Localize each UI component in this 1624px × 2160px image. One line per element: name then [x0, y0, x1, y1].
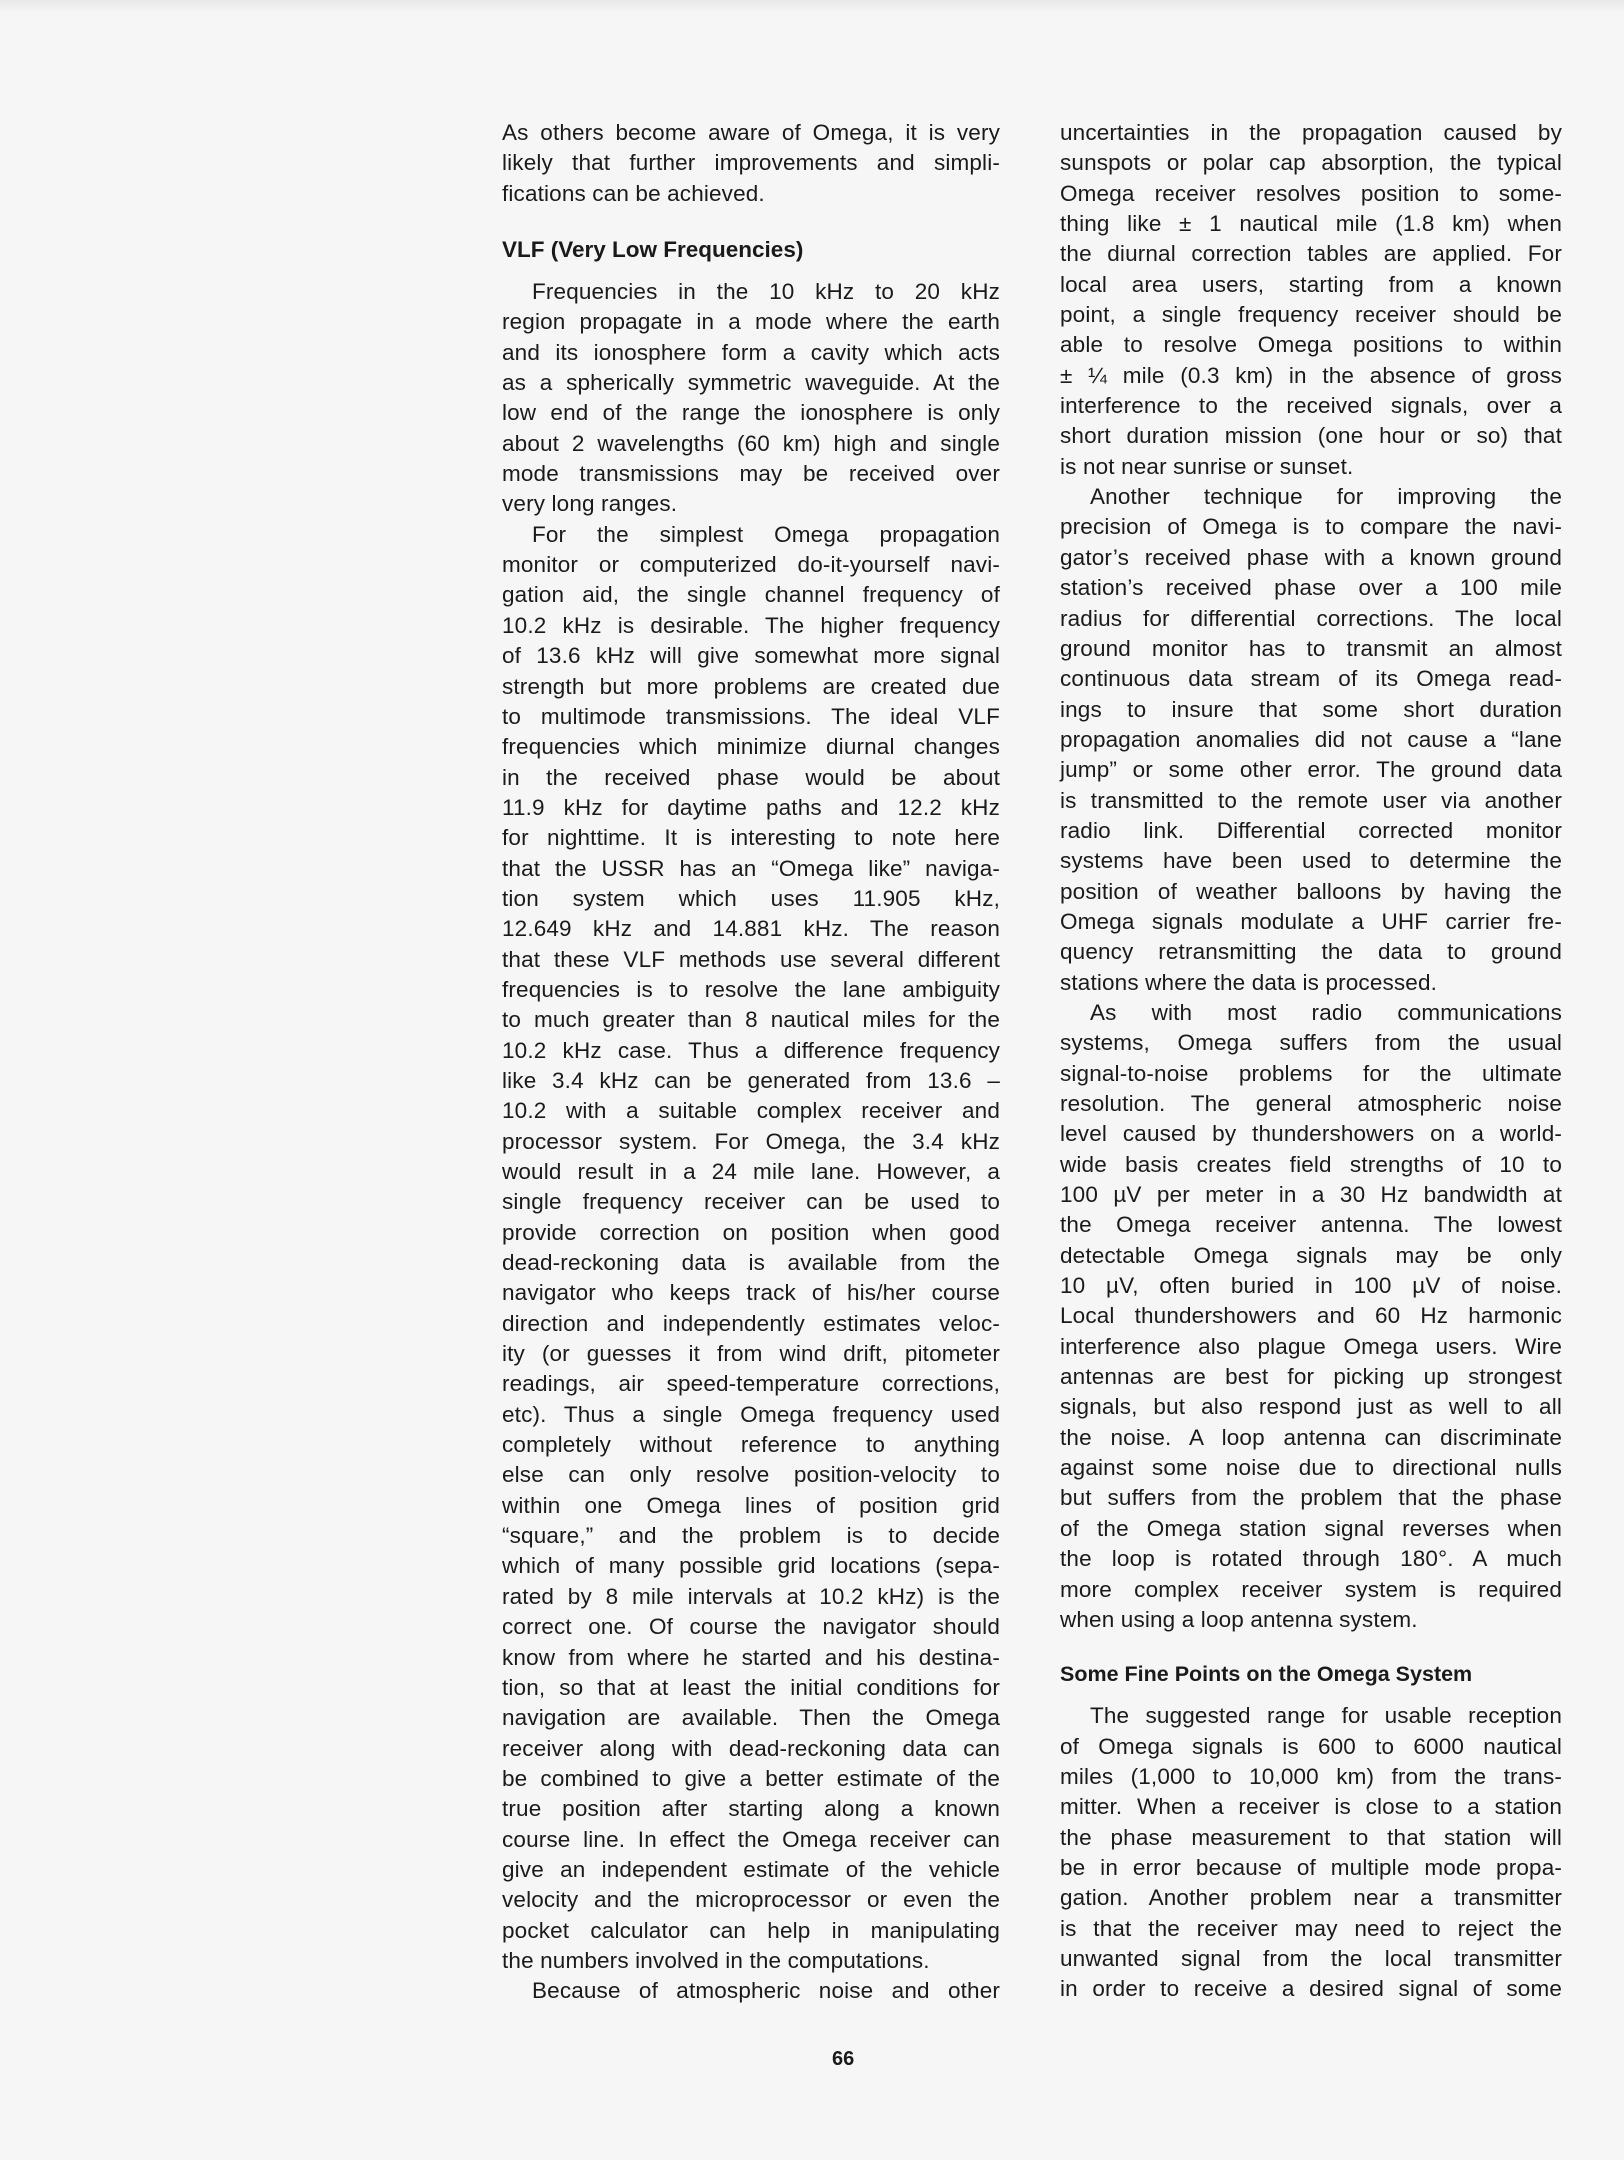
paragraph-because	[502, 1976, 1000, 2006]
text-line: of Omega signals is 600 to 6000 nautical	[1060, 1733, 1562, 1759]
text-line: strength but more problems are created due	[502, 673, 1000, 699]
text-line: radius for differential corrections. The local	[1060, 605, 1562, 631]
text-line: within one Omega lines of position grid	[502, 1492, 1000, 1518]
text-line: 10.2 with a suitable complex receiver and	[502, 1098, 1000, 1124]
text-line: be combined to give a better estimate of the	[502, 1765, 1000, 1791]
text-line: 12.649 kHz and 14.881 kHz. The reason	[502, 916, 1000, 942]
text-line: know from where he started and his destina-	[502, 1644, 1000, 1670]
text-line: interference also plague Omega users. Wire	[1060, 1333, 1562, 1359]
text-line: gator’s received phase with a known ground	[1060, 544, 1562, 570]
text-line: antennas are best for picking up strongest	[1060, 1364, 1562, 1390]
text-line: fications can be achieved.	[502, 180, 765, 206]
text-line: jump” or some other error. The ground data	[1060, 757, 1562, 783]
text-line: completely without reference to anything	[502, 1432, 1000, 1458]
text-line: As others become aware of Omega, it is very	[502, 120, 1000, 145]
text-line: interference to the received signals, over a	[1060, 393, 1562, 419]
text-line: the phase measurement to that station will	[1060, 1824, 1562, 1850]
text-line: point, a single frequency receiver should be	[1060, 302, 1562, 328]
text-line: when using a loop antenna system.	[1060, 1606, 1418, 1632]
text-line: As with most radio communications	[1090, 999, 1562, 1025]
text-line: 100 µV per meter in a 30 Hz bandwidth at	[1060, 1182, 1562, 1208]
text-line: ground monitor has to transmit an almost	[1060, 635, 1562, 661]
text-line: the Omega receiver antenna. The lowest	[1060, 1212, 1562, 1238]
text-line: etc). Thus a single Omega frequency used	[502, 1401, 1000, 1427]
text-line: gation aid, the single channel frequency of	[502, 582, 1000, 608]
text-line: station’s received phase over a 100 mile	[1060, 575, 1562, 601]
text-line: tion, so that at least the initial conditions for	[502, 1674, 1000, 1700]
text-line: monitor or computerized do-it-yourself navi-	[502, 552, 1000, 578]
text-line: dead-reckoning data is available from the	[502, 1250, 1000, 1276]
paragraph-another-technique	[1060, 482, 1562, 998]
text-line: single frequency receiver can be used to	[502, 1189, 1000, 1215]
text-line: sunspots or polar cap absorption, the typical	[1060, 150, 1562, 176]
text-line: tion system which uses 11.905 kHz,	[502, 885, 1000, 911]
text-line: true position after starting along a known	[502, 1796, 1000, 1822]
text-line: short duration mission (one hour or so) that	[1060, 423, 1562, 449]
text-line: provide correction on position when good	[502, 1219, 1000, 1245]
text-line: frequencies is to resolve the lane ambiguity	[502, 976, 1000, 1002]
text-line: be in error because of multiple mode propa-	[1060, 1854, 1562, 1880]
text-line: uncertainties in the propagation caused by	[1060, 120, 1562, 145]
text-line: ings to insure that some short duration	[1060, 696, 1562, 722]
text-line: Omega signals modulate a UHF carrier fre-	[1060, 908, 1562, 934]
text-line: detectable Omega signals may be only	[1060, 1242, 1562, 1268]
text-line: like 3.4 kHz can be generated from 13.6 –	[502, 1067, 1000, 1093]
text-line: navigation are available. Then the Omega	[502, 1705, 1000, 1731]
text-line: low end of the range the ionosphere is only	[502, 400, 1000, 426]
text-line: to multimode transmissions. The ideal VLF	[502, 703, 1000, 729]
text-line: unwanted signal from the local transmitter	[1060, 1945, 1562, 1971]
text-line: the diurnal correction tables are applied. For	[1060, 241, 1562, 267]
page-number: 66	[832, 2048, 855, 2070]
text-line: that these VLF methods use several different	[502, 946, 1000, 972]
text-line: Frequencies in the 10 kHz to 20 kHz	[532, 279, 1000, 305]
text-line: continuous data stream of its Omega read-	[1060, 666, 1562, 692]
text-line: rated by 8 mile intervals at 10.2 kHz) is the	[502, 1583, 1000, 1609]
text-line: the loop is rotated through 180°. A much	[1060, 1546, 1562, 1572]
left-column	[502, 118, 1000, 2007]
text-line: resolution. The general atmospheric noise	[1060, 1091, 1562, 1116]
text-line: gation. Another problem near a transmitter	[1060, 1885, 1562, 1911]
text-line: 10.2 kHz case. Thus a difference frequency	[502, 1037, 1000, 1063]
text-line: stations where the data is processed.	[1060, 969, 1438, 995]
text-line: Local thundershowers and 60 Hz harmonic	[1060, 1303, 1562, 1329]
text-line: processor system. For Omega, the 3.4 kHz	[502, 1128, 1000, 1154]
text-line: signals, but also respond just as well to all	[1060, 1394, 1562, 1420]
text-line: else can only resolve position-velocity to	[502, 1462, 1000, 1488]
text-line: correct one. Of course the navigator should	[502, 1614, 1000, 1640]
text-line: level caused by thundershowers on a world-	[1060, 1121, 1562, 1147]
paragraph-suggested-range	[1060, 1701, 1562, 2004]
text-line: pocket calculator can help in manipulating	[502, 1917, 1000, 1943]
text-line: in the received phase would be about	[502, 764, 1000, 790]
text-line: region propagate in a mode where the earth	[502, 309, 1000, 335]
text-line: 10.2 kHz is desirable. The higher frequency	[502, 612, 1000, 638]
paragraph-as-with	[1060, 998, 1562, 1635]
text-line: Omega receiver resolves position to some-	[1060, 180, 1562, 206]
text-line: 11.9 kHz for daytime paths and 12.2 kHz	[502, 794, 1000, 820]
text-line: of the Omega station signal reverses when	[1060, 1515, 1562, 1541]
paragraph-intro	[502, 118, 1000, 209]
text-line: quency retransmitting the data to ground	[1060, 939, 1562, 965]
text-line: precision of Omega is to compare the navi-	[1060, 514, 1562, 540]
text-line: systems, Omega suffers from the usual	[1060, 1030, 1562, 1056]
text-line: The suggested range for usable reception	[1090, 1703, 1562, 1729]
text-line: for nighttime. It is interesting to note here	[502, 825, 1000, 851]
text-line: Another technique for improving the	[1090, 484, 1562, 510]
text-line: ity (or guesses it from wind drift, pitometer	[502, 1341, 1000, 1367]
text-line: but suffers from the problem that the phase	[1060, 1485, 1562, 1511]
paragraph-simplest	[502, 520, 1000, 1977]
text-line: in order to receive a desired signal of some	[1060, 1976, 1562, 2002]
text-line: about 2 wavelengths (60 km) high and single	[502, 430, 1000, 456]
text-line: course line. In effect the Omega receiver can	[502, 1826, 1000, 1852]
text-line: more complex receiver system is required	[1060, 1576, 1562, 1602]
section-heading-fine-points: Some Fine Points on the Omega System	[1060, 1662, 1473, 1687]
text-line: that the USSR has an “Omega like” naviga-	[502, 855, 1000, 881]
text-line: against some noise due to directional nulls	[1060, 1455, 1562, 1481]
paragraph-uncertainties	[1060, 118, 1562, 482]
text-line: 10 µV, often buried in 100 µV of noise.	[1060, 1273, 1562, 1299]
text-line: mode transmissions may be received over	[502, 461, 1000, 487]
text-line: is transmitted to the remote user via another	[1060, 787, 1562, 813]
text-line: Because of atmospheric noise and other	[532, 1978, 1000, 2004]
text-line: which of many possible grid locations (sepa-	[502, 1553, 1000, 1579]
text-line: wide basis creates field strengths of 10 to	[1060, 1151, 1562, 1177]
text-line: and its ionosphere form a cavity which acts	[502, 339, 1000, 365]
text-line: miles (1,000 to 10,000 km) from the trans-	[1060, 1763, 1562, 1789]
text-line: systems have been used to determine the	[1060, 848, 1562, 874]
text-line: For the simplest Omega propagation	[532, 521, 1000, 547]
page-edge-shadow	[0, 0, 1624, 14]
text-line: frequencies which minimize diurnal changes	[502, 734, 1000, 760]
text-line: is that the receiver may need to reject the	[1060, 1915, 1562, 1941]
text-line: the numbers involved in the computations.	[502, 1947, 930, 1973]
text-line: able to resolve Omega positions to within	[1060, 332, 1562, 358]
right-column	[1060, 118, 1562, 2005]
text-line: readings, air speed-temperature corrections,	[502, 1371, 1000, 1397]
text-line: mitter. When a receiver is close to a station	[1060, 1794, 1562, 1820]
text-line: local area users, starting from a known	[1060, 271, 1562, 297]
text-line: “square,” and the problem is to decide	[502, 1523, 1000, 1549]
text-line: give an independent estimate of the vehicle	[502, 1856, 1000, 1882]
text-line: navigator who keeps track of his/her course	[502, 1280, 1000, 1306]
text-line: as a spherically symmetric waveguide. At the	[502, 370, 1000, 396]
text-line: to much greater than 8 nautical miles for the	[502, 1007, 1000, 1033]
text-line: ± ¼ mile (0.3 km) in the absence of gross	[1060, 362, 1562, 388]
text-line: velocity and the microprocessor or even the	[502, 1887, 1000, 1913]
text-line: would result in a 24 mile lane. However, a	[502, 1159, 1000, 1184]
text-line: propagation anomalies did not cause a “lane	[1060, 726, 1562, 752]
text-line: receiver along with dead-reckoning data can	[502, 1735, 1000, 1761]
paragraph-frequencies	[502, 277, 1000, 520]
section-heading-vlf: VLF (Very Low Frequencies)	[502, 237, 804, 263]
text-line: is not near sunrise or sunset.	[1060, 453, 1354, 479]
text-line: the noise. A loop antenna can discriminate	[1060, 1424, 1562, 1450]
text-line: signal-to-noise problems for the ultimate	[1060, 1060, 1562, 1086]
text-line: thing like ± 1 nautical mile (1.8 km) when	[1060, 211, 1562, 237]
text-line: very long ranges.	[502, 491, 678, 517]
text-line: of 13.6 kHz will give somewhat more signal	[502, 643, 1000, 669]
text-line: likely that further improvements and simpli-	[502, 150, 1000, 176]
text-line: position of weather balloons by having the	[1060, 878, 1562, 904]
text-line: direction and independently estimates veloc-	[502, 1310, 1000, 1336]
text-line: radio link. Differential corrected monitor	[1060, 817, 1562, 843]
